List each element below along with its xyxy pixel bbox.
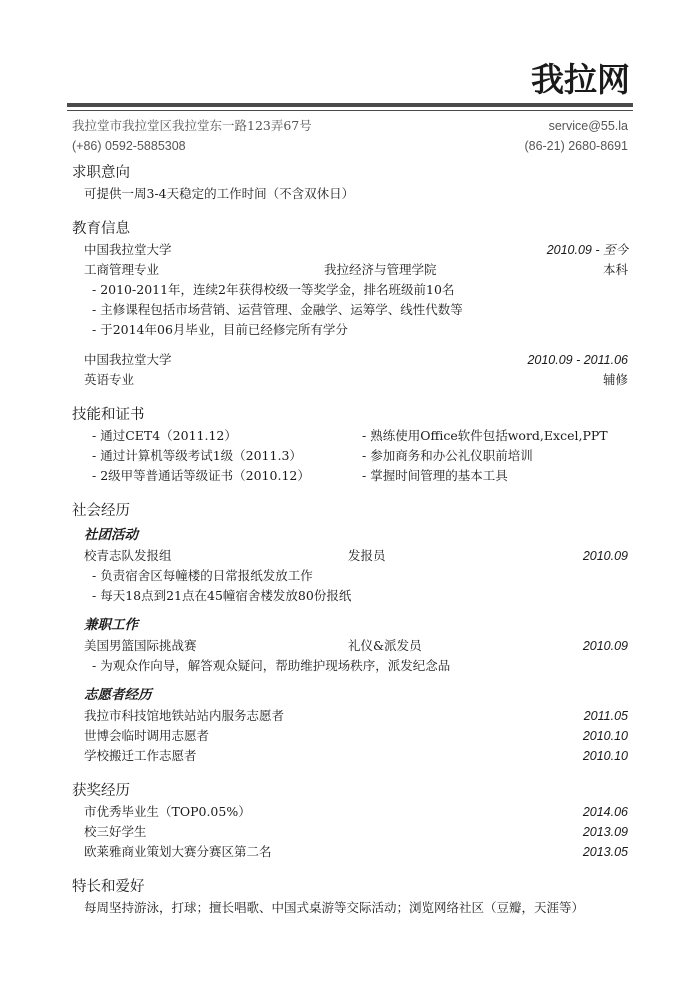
phone-left: (+86) 0592-5885308: [72, 139, 186, 153]
experience-header: [72, 636, 628, 656]
education-entry-detail: [72, 370, 628, 390]
date: 2010.10: [582, 729, 628, 743]
phone-right: (86-21) 2680-8691: [524, 139, 628, 153]
list-item: - 每天18点到21点在45幢宿舍楼发放80份报纸: [72, 586, 628, 606]
volunteer-item: [72, 726, 628, 746]
contact-block: [72, 116, 628, 156]
hobbies-text: 每周坚持游泳，打球；擅长唱歌、中国式桌游等交际活动；浏览网络社区（豆瓣，天涯等）: [84, 900, 585, 915]
list-item: - 通过计算机等级考试1级（2011.3）: [72, 446, 342, 466]
date: 2011.05: [583, 709, 628, 723]
list-item: - 于2014年06月毕业，目前已经修完所有学分: [72, 320, 628, 340]
section-title-social: 社会经历: [72, 503, 130, 519]
contact-row: [72, 136, 628, 156]
section-title-awards: 获奖经历: [72, 783, 130, 799]
list-item: - 2010-2011年，连续2年获得校级一等奖学金，排名班级前10名: [72, 280, 628, 300]
school: 中国我拉堂大学: [84, 352, 172, 367]
date: 2010.09 - 至今: [546, 243, 628, 257]
address: 我拉堂市我拉堂区我拉堂东一路123弄67号: [72, 118, 312, 133]
list-item: - 2级甲等普通话等级证书（2010.12）: [72, 466, 342, 486]
volunteer-text: 我拉市科技馆地铁站站内服务志愿者: [84, 708, 285, 723]
award-text: 欧莱雅商业策划大赛分赛区第二名: [84, 844, 272, 859]
list-item: - 负责宿舍区每幢楼的日常报纸发放工作: [72, 566, 628, 586]
list-item: - 掌握时间管理的基本工具: [342, 466, 628, 486]
email: service@55.la: [548, 119, 628, 133]
date: 2014.06: [582, 805, 628, 819]
objective-text: 可提供一周3-4天稳定的工作时间（不含双休日）: [84, 186, 355, 201]
list-item: - 熟练使用Office软件包括word,Excel,PPT: [342, 426, 628, 446]
award-item: [72, 842, 628, 862]
list-item: - 通过CET4（2011.12）: [72, 426, 342, 446]
section-title-hobbies: 特长和爱好: [72, 879, 145, 895]
date: 2010.09: [582, 639, 628, 653]
organization: 美国男篮国际挑战赛: [84, 638, 197, 653]
college: 我拉经济与管理学院: [324, 262, 437, 277]
volunteer-text: 世博会临时调用志愿者: [84, 728, 210, 743]
header-rule-thin: [67, 110, 633, 111]
list-item: - 主修课程包括市场营销、运营管理、金融学、运筹学、线性代数等: [72, 300, 628, 320]
role: 礼仪&派发员: [348, 638, 422, 653]
subsection-title-club: 社团活动: [84, 527, 138, 543]
section-title-education: 教育信息: [72, 221, 130, 237]
experience-header: [72, 546, 628, 566]
award-text: 校三好学生: [84, 824, 147, 839]
major: 英语专业: [84, 372, 135, 387]
degree: 本科: [602, 262, 628, 277]
degree: 辅修: [602, 372, 628, 387]
header-rule-thick: [67, 103, 633, 107]
school: 中国我拉堂大学: [84, 242, 172, 257]
resume-content: [72, 162, 628, 918]
volunteer-item: [72, 746, 628, 766]
section-title-objective: 求职意向: [72, 165, 130, 181]
volunteer-text: 学校搬迁工作志愿者: [84, 748, 197, 763]
education-entry-detail: [72, 260, 628, 280]
list-item: - 参加商务和办公礼仪职前培训: [342, 446, 628, 466]
date: 2013.05: [582, 845, 628, 859]
section-title-skills: 技能和证书: [72, 407, 145, 423]
education-entry-header: [72, 240, 628, 260]
education-entry-header: [72, 350, 628, 370]
major: 工商管理专业: [84, 262, 160, 277]
list-item: - 为观众作向导，解答观众疑问，帮助维护现场秩序，派发纪念品: [72, 656, 628, 676]
date: 2013.09: [582, 825, 628, 839]
organization: 校青志队发报组: [84, 548, 172, 563]
date: 2010.09 - 2011.06: [527, 353, 628, 367]
award-item: [72, 822, 628, 842]
volunteer-item: [72, 706, 628, 726]
role: 发报员: [348, 548, 386, 563]
subsection-title-parttime: 兼职工作: [84, 617, 138, 633]
award-item: [72, 802, 628, 822]
contact-row: [72, 116, 628, 136]
resume-name: 我拉网: [531, 60, 630, 99]
date: 2010.10: [582, 749, 628, 763]
award-text: 市优秀毕业生（TOP0.05%）: [84, 804, 251, 819]
date: 2010.09: [582, 549, 628, 563]
skills-grid: [72, 426, 628, 486]
subsection-title-volunteer: 志愿者经历: [84, 687, 152, 703]
